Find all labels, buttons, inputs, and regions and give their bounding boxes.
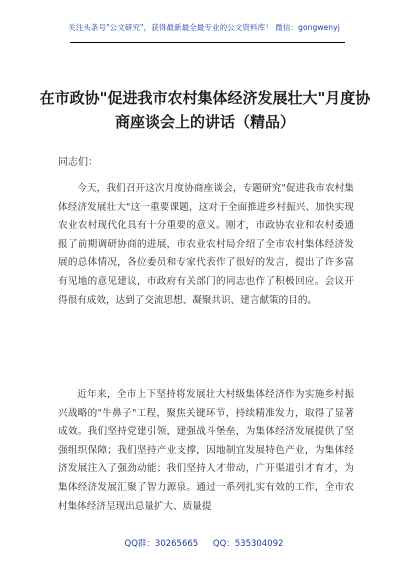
paragraph-1: 今天，我们召开这次月度协商座谈会，专题研究"促进我市农村集体经济发展壮大"这一重要课题，这对于全面推进乡村振兴、加快实现农业农村现代化具有十分重要的意义。刚才，市政协农业和农村委通报了前期调研协商的进展，市农业农村局介绍了全市农村集体经济发展的总体情况，各位委员和专家代表作了很好的发言，提出了许多富有见地的意见建议，市政府有关部门的同志也作了积极回应。会议开得很有成效，达到了交流思想、凝聚共识、建言献策的目的。 (58, 183, 354, 306)
header-divider (70, 42, 345, 43)
document-title: 在市政协"促进我市农村集体经济发展壮大"月度协商座谈会上的讲话（精品） (39, 89, 371, 131)
paragraph-2: 近年来，全市上下坚持将发展壮大村级集体经济作为实施乡村振兴战略的"牛鼻子"工程，聚焦关键环节，持续精准发力，取得了显著成效。我们坚持党建引领，建强战斗堡垒，为集体经济发展提供了坚强组织保障；我们坚持产业支撑，因地制宜发展特色产业，为集体经济发展注入了强劲动能；我们坚持人才带动，广开渠道引才育才，为集体经济发展汇聚了智力源泉。通过一系列扎实有效的工作，全市农村集体经济呈现出总量扩大、质量提 (58, 389, 354, 512)
header-note: 关注头条号"公文研究"，获得最新最全最专业的公文资料库！ 微信：gongwenyj (68, 23, 340, 32)
footer-qq-group: QQ群：30265665 (124, 539, 199, 549)
footer (0, 537, 408, 549)
footer-qq: QQ：535304092 (212, 539, 284, 549)
salutation: 同志们： (58, 157, 98, 168)
